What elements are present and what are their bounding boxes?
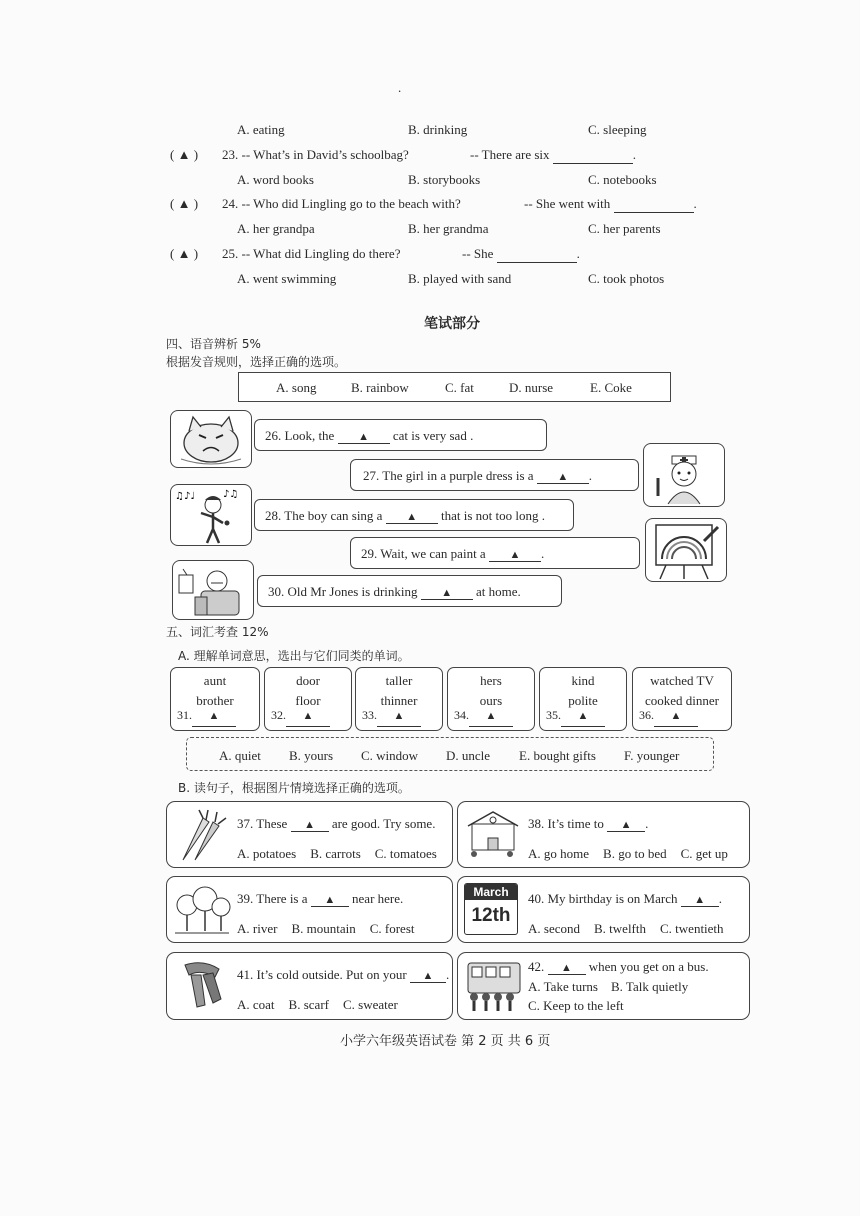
page-footer: 小学六年级英语试卷 第 2 页 共 6 页 [340, 1034, 551, 1049]
q24-option-b: B. her grandma [408, 221, 489, 236]
q22-option-b: B. drinking [408, 122, 468, 137]
picture-card-41 [166, 952, 453, 1020]
vocab-option-b: B. yours [289, 748, 334, 763]
old-man-drinking-picture [172, 560, 254, 620]
vocab-box-33 [355, 667, 443, 731]
q39-sentence: 39. There is a ▲ near here. [237, 891, 404, 906]
svg-text:♫♪♩: ♫♪♩ [175, 491, 196, 502]
vocab-blank-35: 35. ▲ [546, 705, 605, 727]
phonics-option-d: D. nurse [509, 380, 554, 395]
q41-sentence: 41. It’s cold outside. Put on your ▲ . [237, 967, 450, 982]
vocab-word: door [296, 673, 320, 688]
phonics-option-b: B. rainbow [351, 380, 409, 395]
calendar-icon [464, 883, 518, 935]
vocab-box-31 [170, 667, 260, 731]
q28-box [254, 499, 574, 531]
q24-question: 24. -- Who did Lingling go to the beach with? [222, 196, 461, 211]
bus-queue-icon [464, 959, 522, 1013]
q40-options: A. second B. twelfth C. twentieth [528, 921, 724, 936]
q37-sentence: 37. These ▲ are good. Try some. [237, 816, 436, 831]
nurse-picture [643, 443, 725, 507]
q23-option-a: A. word books [237, 172, 314, 187]
q30-sentence: 30. Old Mr Jones is drinking ▲ at home. [268, 584, 521, 599]
q25-question: 25. -- What did Lingling do there? [222, 246, 401, 261]
vocab-word: polite [568, 693, 598, 708]
forest-icon [173, 883, 231, 937]
q24-option-c: C. her parents [588, 221, 661, 236]
singing-boy-picture [170, 484, 252, 546]
picture-card-38 [457, 801, 750, 868]
q38-options: A. go home B. go to bed C. get up [528, 846, 728, 861]
section5-title: 五、词汇考查 12% [166, 625, 269, 639]
rainbow-easel-picture [645, 518, 727, 582]
school-icon [464, 808, 522, 862]
old-man-icon [173, 561, 253, 619]
scarf-icon [173, 959, 231, 1013]
vocab-blank-31: 31. ▲ [177, 705, 236, 727]
q42-option-c: C. Keep to the left [528, 998, 624, 1013]
q25-reply: -- She . [462, 246, 580, 261]
q24-reply: -- She went with . [524, 196, 697, 211]
calendar-day: 12th [471, 905, 511, 926]
picture-card-42 [457, 952, 750, 1020]
vocab-options-box [186, 737, 714, 771]
q25-answer-mark: ( ▲ ) [170, 246, 199, 261]
q38-sentence: 38. It’s time to ▲ . [528, 816, 649, 831]
vocab-box-34 [447, 667, 535, 731]
vocab-word: hers [480, 673, 502, 688]
picture-card-39 [166, 876, 453, 943]
vocab-word: ours [479, 693, 503, 708]
phonics-option-e: E. Coke [590, 380, 632, 395]
q40-sentence: 40. My birthday is on March ▲ . [528, 891, 722, 906]
q28-sentence: 28. The boy can sing a ▲ that is not too long . [265, 508, 545, 523]
q23-question: 23. -- What’s in David’s schoolbag? [222, 147, 409, 162]
vocab-word: cooked dinner [644, 693, 719, 708]
page-dot: . [398, 80, 402, 95]
nurse-icon [644, 444, 724, 506]
vocab-option-c: C. window [361, 748, 419, 763]
vocab-box-36 [632, 667, 732, 731]
q30-box [257, 575, 562, 607]
q22-option-c: C. sleeping [588, 122, 647, 137]
q23-reply: -- There are six . [470, 147, 637, 162]
section5-part-b: B. 读句子，根据图片情境选择正确的选项。 [178, 781, 410, 795]
q27-sentence: 27. The girl in a purple dress is a ▲ . [363, 468, 593, 483]
q25-option-a: A. went swimming [237, 271, 337, 286]
sad-cat-icon [171, 411, 251, 467]
vocab-option-a: A. quiet [219, 748, 261, 763]
vocab-word: kind [571, 673, 595, 688]
section5-part-a: A. 理解单词意思，选出与它们同类的单词。 [178, 649, 410, 663]
section4-title: 四、语音辨析 5% [166, 337, 261, 351]
q26-box [254, 419, 547, 451]
vocab-box-35 [539, 667, 627, 731]
q22-option-a: A. eating [237, 122, 285, 137]
phonics-option-a: A. song [276, 380, 317, 395]
q23-option-b: B. storybooks [408, 172, 481, 187]
vocab-blank-32: 32. ▲ [271, 705, 330, 727]
picture-card-37 [166, 801, 453, 868]
q37-options: A. potatoes B. carrots C. tomatoes [237, 846, 437, 861]
vocab-option-f: F. younger [624, 748, 680, 763]
q25-option-c: C. took photos [588, 271, 665, 286]
vocab-option-d: D. uncle [446, 748, 491, 763]
vocab-box-32 [264, 667, 352, 731]
calendar-month: March [465, 884, 517, 900]
vocab-word: thinner [380, 693, 418, 708]
q23-option-c: C. notebooks [588, 172, 657, 187]
q26-sentence: 26. Look, the ▲ cat is very sad . [265, 428, 474, 443]
q24-answer-mark: ( ▲ ) [170, 196, 199, 211]
q29-sentence: 29. Wait, we can paint a ▲ . [361, 546, 545, 561]
rainbow-easel-icon [646, 519, 726, 581]
picture-card-40 [457, 876, 750, 943]
written-part-title: 笔试部分 [424, 316, 480, 332]
vocab-blank-33: 33. ▲ [362, 705, 421, 727]
q39-options: A. river B. mountain C. forest [237, 921, 415, 936]
section4-instruction: 根据发音规则，选择正确的选项。 [166, 355, 347, 369]
svg-text:♪♫: ♪♫ [223, 489, 239, 500]
q29-box [350, 537, 640, 569]
vocab-word: floor [295, 693, 321, 708]
sad-cat-picture [170, 410, 252, 468]
q24-option-a: A. her grandpa [237, 221, 315, 236]
q42-options-row1: A. Take turns B. Talk quietly [528, 979, 689, 994]
vocab-word: watched TV [650, 673, 714, 688]
phonics-options-box [238, 372, 671, 402]
vocab-word: brother [196, 693, 234, 708]
carrots-icon [173, 808, 231, 862]
vocab-word: aunt [203, 673, 227, 688]
q42-sentence: 42. ▲ when you get on a bus. [528, 959, 709, 974]
vocab-option-e: E. bought gifts [519, 748, 596, 763]
q41-options: A. coat B. scarf C. sweater [237, 997, 398, 1012]
q25-option-b: B. played with sand [408, 271, 512, 286]
vocab-blank-36: 36. ▲ [639, 705, 698, 727]
q23-answer-mark: ( ▲ ) [170, 147, 199, 162]
vocab-word: taller [385, 673, 413, 688]
phonics-option-c: C. fat [445, 380, 474, 395]
singing-boy-icon [171, 485, 251, 545]
q27-box [350, 459, 639, 491]
vocab-blank-34: 34. ▲ [454, 705, 513, 727]
